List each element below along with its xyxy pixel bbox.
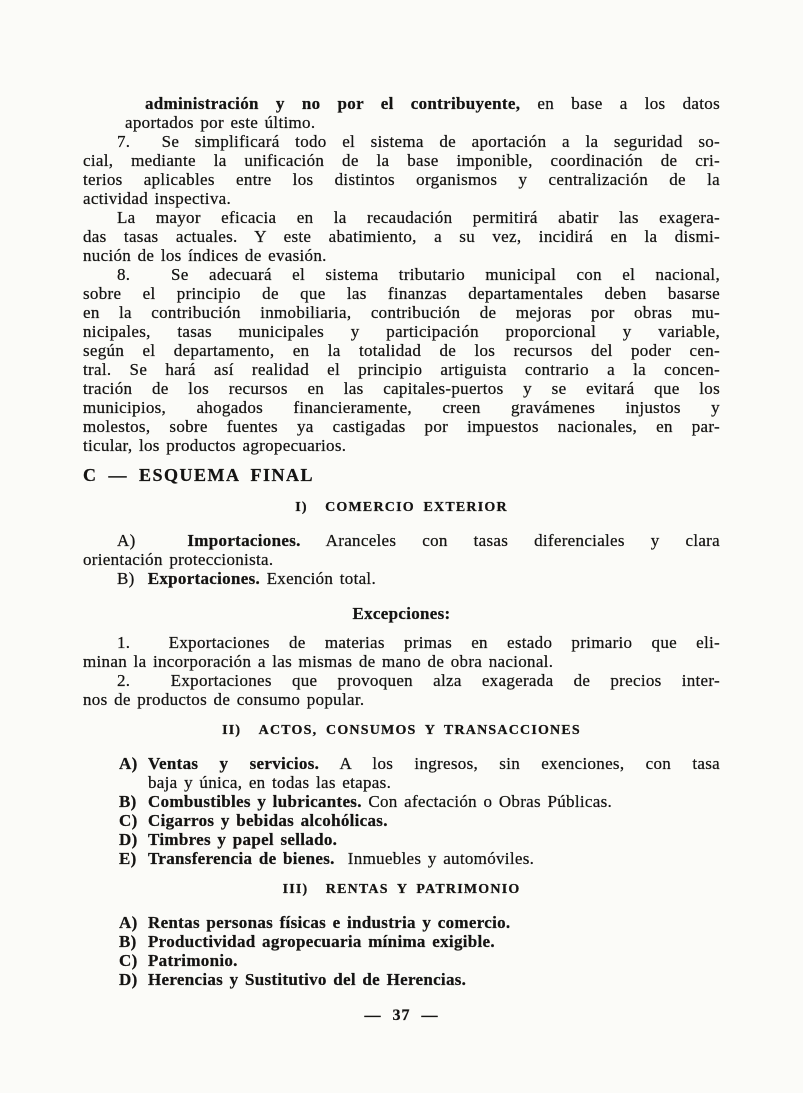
text-line	[148, 830, 720, 849]
bold-text-run: Importaciones.	[187, 531, 301, 550]
text-line	[83, 265, 720, 284]
bold-text-run: Transferencia de bienes.	[148, 849, 335, 868]
list-item-label: D)	[119, 970, 138, 989]
list-item-label: C)	[119, 951, 138, 970]
text-line	[83, 569, 720, 588]
text-line	[148, 849, 720, 868]
text-line	[148, 932, 720, 951]
text-line	[148, 970, 720, 989]
text-run: en base a los datos	[520, 94, 720, 113]
text-run: nución de los índices de evasión.	[83, 246, 327, 265]
list-item	[83, 811, 720, 830]
text-line	[83, 652, 720, 671]
list-item	[83, 932, 720, 951]
text-line	[83, 303, 720, 322]
list-item-text	[148, 849, 720, 868]
paragraph	[83, 633, 720, 671]
bold-text-run: Combustibles y lubricantes.	[148, 792, 362, 811]
text-run: orientación proteccionista.	[83, 550, 274, 569]
section-heading: C — ESQUEMA FINAL	[83, 465, 315, 485]
text-run: A los ingresos, sin exenciones, con tasa	[319, 754, 720, 773]
text-run: La mayor eficacia en la recaudación permitirá abatir las exagera-	[117, 208, 720, 227]
list-item-label: B)	[119, 792, 137, 811]
text-run: 8. Se adecuará el sistema tributario municipal con el nacional,	[117, 265, 720, 284]
bold-text-run: Ventas y servicios.	[148, 754, 320, 773]
centered-heading: Excepciones:	[352, 604, 451, 623]
bold-text-run: Cigarros y bebidas alcohólicas.	[148, 811, 388, 830]
bold-text-run: Productividad agropecuaria mínima exigible.	[148, 932, 495, 951]
text-line	[83, 417, 720, 436]
text-run: municipios, ahogados financieramente, creen gravámenes injustos y	[83, 398, 720, 417]
text-line	[83, 208, 720, 227]
text-run: das tasas actuales. Y este abatimiento, a su vez, incidirá en la dismi-	[83, 227, 720, 246]
list-item-text	[148, 913, 720, 932]
text-run: 7. Se simplificará todo el sistema de aportación a la seguridad so-	[117, 132, 720, 151]
list-item-label: A)	[119, 754, 138, 773]
text-run: tración de los recursos en las capitales-puertos y se evitará que los	[83, 379, 720, 398]
list-item-label: E)	[119, 849, 137, 868]
text-line	[83, 550, 720, 569]
list-item	[83, 951, 720, 970]
text-line	[83, 170, 720, 189]
text-run: molestos, sobre fuentes ya castigadas por impuestos nacionales, en par-	[83, 417, 720, 436]
list-item-text	[148, 792, 720, 811]
text-line	[83, 379, 720, 398]
paragraph	[83, 671, 720, 709]
text-run: en la contribución inmobiliaria, contribución de mejoras por obras mu-	[83, 303, 720, 322]
text-run: Con afectación o Obras Públicas.	[361, 792, 613, 811]
text-line	[125, 94, 720, 113]
list-item-label: D)	[119, 830, 138, 849]
text-run: ticular, los productos agropecuarios.	[83, 436, 347, 455]
text-run: sobre el principio de que las finanzas departamentales deben basarse	[83, 284, 720, 303]
document-content	[83, 0, 720, 1026]
list-item	[83, 970, 720, 989]
text-line	[83, 246, 720, 265]
text-run: aportados por este último.	[125, 113, 316, 132]
list-item-text	[148, 951, 720, 970]
text-line	[148, 773, 720, 792]
bold-text-run: Patrimonio.	[148, 951, 238, 970]
list-item-text	[148, 754, 720, 792]
text-line	[83, 360, 720, 379]
page-number: — 37 —	[364, 1007, 439, 1024]
text-run: Aranceles con tasas diferenciales y clara	[300, 531, 720, 550]
text-line	[148, 811, 720, 830]
text-run: cial, mediante la unificación de la base imponible, coordinación de cri-	[83, 151, 720, 170]
subsection-heading: II) ACTOS, CONSUMOS Y TRANSACCIONES	[222, 723, 581, 738]
text-line	[83, 284, 720, 303]
list-item	[83, 754, 720, 792]
list-item-label: B)	[119, 932, 137, 951]
text-line	[83, 341, 720, 360]
text-run: Exención total.	[260, 569, 377, 588]
text-line	[83, 227, 720, 246]
text-run: según el departamento, en la totalidad de los recursos del poder cen-	[83, 341, 720, 360]
list-item-label: A)	[119, 913, 138, 932]
text-line	[83, 531, 720, 550]
text-line	[83, 671, 720, 690]
text-line	[83, 151, 720, 170]
text-run: nicipales, tasas municipales y participación proporcional y variable,	[83, 322, 720, 341]
text-run: Inmuebles y automóviles.	[334, 849, 535, 868]
text-line	[83, 398, 720, 417]
bold-text-run: Herencias y Sustitutivo del de Herencias.	[148, 970, 467, 989]
text-run: terios aplicables entre los distintos organismos y centralización de la	[83, 170, 720, 189]
list-item	[83, 830, 720, 849]
text-line	[148, 754, 720, 773]
text-line	[148, 792, 720, 811]
list-item	[83, 913, 720, 932]
text-line	[148, 913, 720, 932]
text-run: 1. Exportaciones de materias primas en estado primario que eli-	[117, 633, 720, 652]
list-item-text	[148, 932, 720, 951]
subsection-heading: I) COMERCIO EXTERIOR	[295, 500, 508, 515]
bold-text-run: Rentas personas físicas e industria y comercio.	[148, 913, 511, 932]
text-line	[148, 951, 720, 970]
paragraph	[83, 265, 720, 455]
text-line	[83, 189, 720, 208]
list-item-label: C)	[119, 811, 138, 830]
paragraph	[83, 569, 720, 588]
text-run: A)	[117, 531, 188, 550]
text-line	[83, 132, 720, 151]
text-run: 2. Exportaciones que provoquen alza exagerada de precios inter-	[117, 671, 720, 690]
text-line	[125, 113, 720, 132]
list-item	[83, 792, 720, 811]
bold-text-run: administración y no por el contribuyente,	[145, 94, 521, 113]
list-item-text	[148, 970, 720, 989]
text-line	[83, 633, 720, 652]
list-item-text	[148, 811, 720, 830]
text-run: actividad inspectiva.	[83, 189, 232, 208]
text-run: tral. Se hará así realidad el principio artiguista contrario a la concen-	[83, 360, 720, 379]
subsection-heading: III) RENTAS Y PATRIMONIO	[282, 882, 521, 897]
bold-text-run: Timbres y papel sellado.	[148, 830, 338, 849]
bold-text-run: Exportaciones.	[147, 569, 261, 588]
text-run: B)	[117, 569, 148, 588]
paragraph	[83, 531, 720, 569]
quote-block	[125, 94, 720, 132]
paragraph	[83, 132, 720, 208]
list-item-text	[148, 830, 720, 849]
text-run: minan la incorporación a las mismas de mano de obra nacional.	[83, 652, 554, 671]
paragraph	[83, 208, 720, 265]
list-item	[83, 849, 720, 868]
text-line	[83, 690, 720, 709]
text-run: baja y única, en todas las etapas.	[148, 773, 392, 792]
text-line	[83, 436, 720, 455]
text-line	[83, 322, 720, 341]
text-run: nos de productos de consumo popular.	[83, 690, 365, 709]
